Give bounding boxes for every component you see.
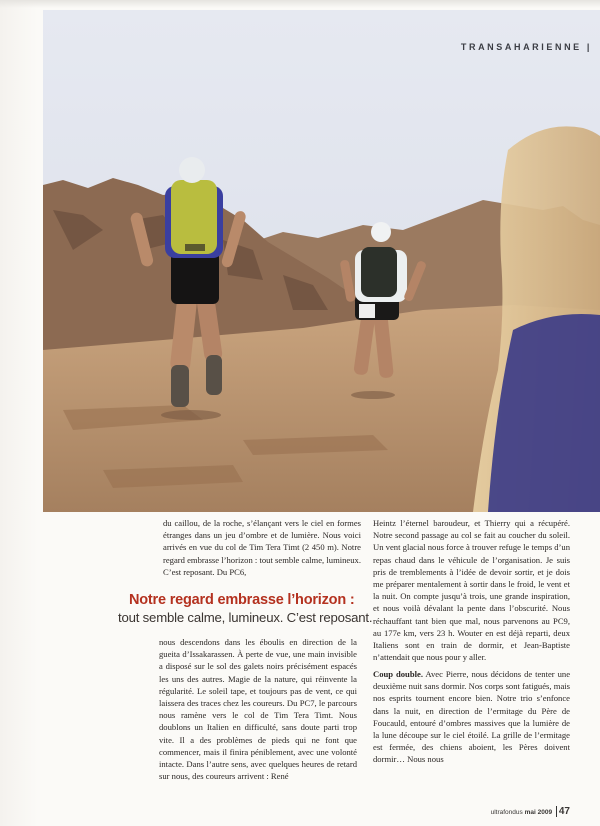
hero-photo [43,10,600,512]
magazine-name: ultrafondus [490,809,523,816]
pull-quote-highlight: Notre regard embrasse l’horizon : [129,592,355,608]
issue-date: mai 2009 [524,809,553,816]
article-paragraph-4 [373,668,570,766]
article-paragraph-4-text: Avec Pierre, nous décidons de tenter une deuxième nuit sans dormir. Nos corps sont fatigués, mais nos esprits tournent encore bien. Notre trio s’enfonce dans la nuit, en direction de l’ermitage du Père de Foucauld, entouré d’ombres massives que la lumière de la lune découpe sur le ciel étoilé. La grille de l’ermitage est fermée, des chiens aboient, les Pères doivent dormir… Nous nous [373,669,571,765]
page-margin [0,0,38,826]
pull-quote-continuation: tout semble calme, lumineux. C’est reposant. [118,610,373,625]
page-footer [491,806,570,817]
desert-runners-illustration [43,10,600,512]
section-label: TRANSAHARIENNE | [460,42,592,52]
article-paragraph-1: du caillou, de la roche, s’élançant vers le ciel en formes étranges dans un jeu d’ombre et de lumière. Nous voici arrivés en vue du col de Tim Tera Timt (2 450 m). Notre regard embrasse l’horizon : tout semble calme, lumineux. C’est reposant. Du PC6, [163,518,361,577]
run-in-heading: Coup double. [373,669,423,679]
article-paragraph-2: nous descendons dans les éboulis en direction de la gueita d’Issakarassen. À perte de vue, une main invisible a disposé sur le sol des galets noirs précisément espacés les uns des autres. Magie de la nature, qui réinvente la régularité. Le soleil tape, et toujours pas de vent, ce qui laissera des traces chez les coureurs. Du PC7, le parcours nous ramène vers le col de Tim Tera Timt. Nous doublons un Italien en difficulté, sans doute parti trop vite. Il a des problèmes de pieds qui ne font que commencer, mais il finira péniblement, avec une volonté intacte. Dans l’autre sens, avec quelques heures de retard sur nous, des coureurs arrivent : René [159,637,357,782]
scan-shadow [0,0,600,8]
pull-quote [118,592,400,626]
page-number: 47 [556,806,570,817]
article-paragraph-3: Heintz l’éternel baroudeur, et Thierry qui a récupéré. Notre second passage au col se fait au coucher du soleil. Un vent glacial nous force à trouver refuge le temps d’un repas chaud dans le véhicule de l’organisation. Je suis pris de tremblements à l’idée de devoir sortir, et je dois me préparer mentalement à sortir dans le froid, le vent et la nuit. On compte jusqu’à trois, une grande inspiration, et nous voilà dévalant la pente dans l’obscurité. Nous réchauffant tant bien que mal, nous parvenons au PC9, au 177e km, vers 23 h. Wouter en est déjà reparti, deux Italiens sont en train de dormir, et Jean-Baptiste n’attendait que nous pour y aller. [373,518,570,663]
